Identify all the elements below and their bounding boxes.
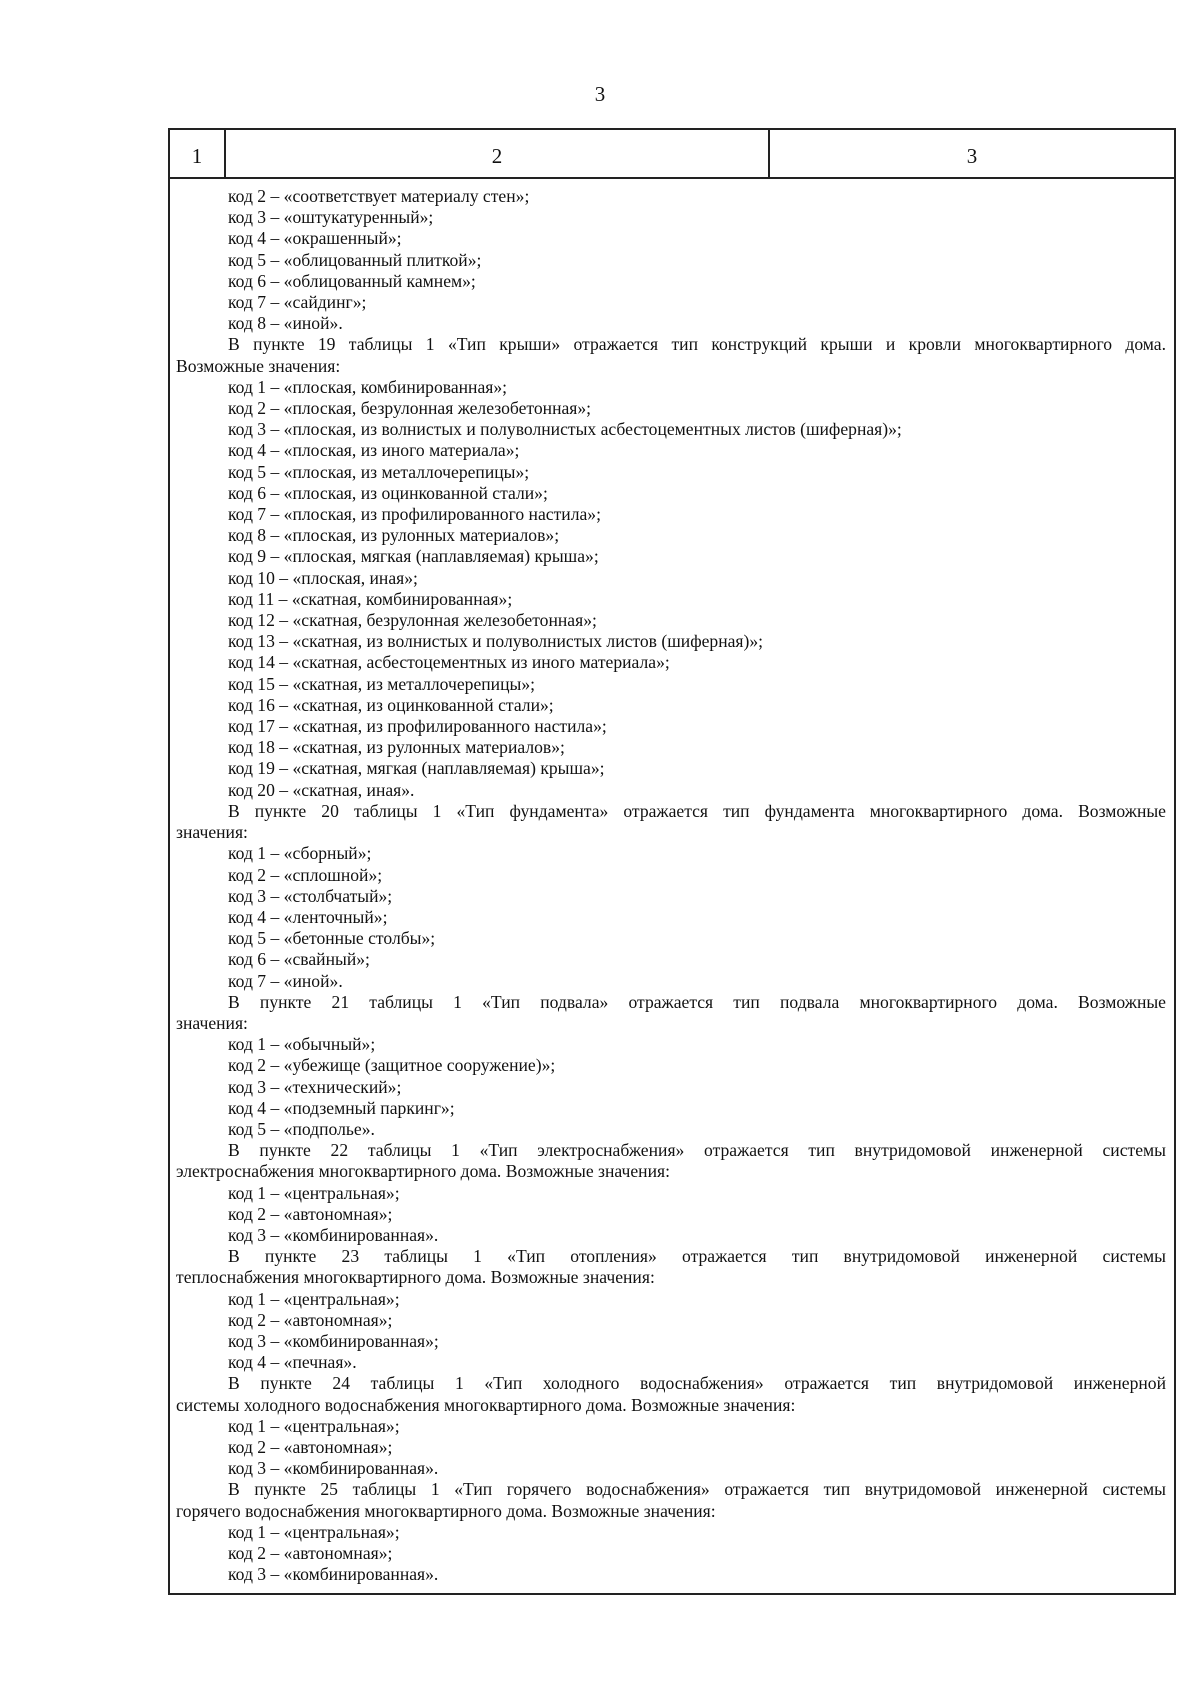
code-list-item: код 10 – «плоская, иная»; [228, 567, 418, 588]
code-list-item: код 2 – «соответствует материалу стен»; [228, 186, 530, 206]
code-list-item: код 5 – «облицованный плиткой»; [228, 249, 482, 270]
table-header-col-3: 3 [966, 144, 978, 168]
paragraph-line: В пункте 19 таблицы 1 «Тип крыши» отражается тип конструкций крыши и кровли многоквартирного дома. [228, 334, 1166, 355]
paragraph-line: В пункте 24 таблицы 1 «Тип холодного водоснабжения» отражается тип внутридомовой инженерной [228, 1373, 1166, 1394]
code-list-item: код 3 – «комбинированная». [228, 1458, 439, 1479]
paragraph-continuation: системы холодного водоснабжения многоквартирного дома. Возможные значения: [176, 1394, 796, 1415]
code-list-item: код 2 – «автономная»; [228, 1203, 393, 1224]
page-number: 3 [594, 82, 606, 106]
code-list-item: код 3 – «технический»; [228, 1076, 402, 1097]
code-list-item: код 4 – «ленточный»; [228, 906, 388, 927]
paragraph-line: В пункте 23 таблицы 1 «Тип отопления» отражается тип внутридомовой инженерной системы [228, 1246, 1166, 1267]
code-list-item: код 13 – «скатная, из волнистых и полуволнистых листов (шиферная)»; [228, 631, 764, 652]
code-list-item: код 2 – «автономная»; [228, 1309, 393, 1330]
paragraph-continuation: Возможные значения: [176, 355, 341, 376]
code-list-item: код 6 – «облицованный камнем»; [228, 270, 476, 291]
code-list-item: код 3 – «плоская, из волнистых и полуволнистых асбестоцементных листов (шиферная)»; [228, 419, 902, 440]
code-list-item: код 4 – «плоская, из иного материала»; [228, 440, 520, 461]
code-list-item: код 3 – «оштукатуренный»; [228, 207, 434, 228]
code-list-item: код 1 – «центральная»; [228, 1288, 400, 1309]
code-list-item: код 4 – «подземный паркинг»; [228, 1097, 455, 1118]
code-list-item: код 1 – «центральная»; [228, 1415, 400, 1436]
table-header-row [170, 130, 1174, 179]
code-list-item: код 1 – «центральная»; [228, 1521, 400, 1542]
code-list-item: код 7 – «плоская, из профилированного настила»; [228, 504, 601, 525]
code-list-item: код 1 – «обычный»; [228, 1034, 376, 1055]
paragraph-continuation: электроснабжения многоквартирного дома. Возможные значения: [176, 1161, 670, 1182]
code-list-item: код 3 – «комбинированная»; [228, 1330, 439, 1351]
table-body-text [176, 186, 1166, 1585]
code-list-item: код 14 – «скатная, асбестоцементных из иного материала»; [228, 652, 670, 673]
paragraph-continuation: теплоснабжения многоквартирного дома. Возможные значения: [176, 1267, 655, 1288]
code-list-item: код 7 – «иной». [228, 970, 343, 991]
code-list-item: код 2 – «автономная»; [228, 1543, 393, 1563]
code-list-item: код 1 – «сборный»; [228, 843, 372, 864]
code-list-item: код 2 – «сплошной»; [228, 864, 383, 885]
paragraph-line: В пункте 25 таблицы 1 «Тип горячего водоснабжения» отражается тип внутридомовой инженерной системы [228, 1479, 1166, 1500]
paragraph-continuation: горячего водоснабжения многоквартирного дома. Возможные значения: [176, 1500, 716, 1521]
code-list-item: код 3 – «комбинированная». [228, 1224, 439, 1245]
table-header-col-2: 2 [226, 130, 770, 177]
code-list-item: код 17 – «скатная, из профилированного настила»; [228, 716, 607, 737]
code-list-item: код 9 – «плоская, мягкая (наплавляемая) крыша»; [228, 546, 599, 567]
code-list-item: код 5 – «подполье». [228, 1118, 375, 1139]
code-list-item: код 4 – «окрашенный»; [228, 228, 402, 249]
code-list-item: код 12 – «скатная, безрулонная железобетонная»; [228, 610, 597, 631]
code-list-item: код 2 – «автономная»; [228, 1436, 393, 1457]
code-list-item: код 15 – «скатная, из металлочерепицы»; [228, 673, 536, 694]
code-list-item: код 6 – «плоская, из оцинкованной стали»; [228, 482, 548, 503]
code-list-item: код 16 – «скатная, из оцинкованной стали»; [228, 694, 554, 715]
table-header-col-1: 1 [170, 130, 226, 177]
code-list-item: код 2 – «убежище (защитное сооружение)»; [228, 1055, 556, 1076]
code-list-item: код 1 – «плоская, комбинированная»; [228, 376, 508, 397]
code-list-item: код 2 – «плоская, безрулонная железобетонная»; [228, 398, 592, 419]
code-list-item: код 11 – «скатная, комбинированная»; [228, 588, 513, 609]
code-list-item: код 18 – «скатная, из рулонных материалов»; [228, 737, 565, 758]
code-list-item: код 7 – «сайдинг»; [228, 292, 367, 313]
code-list-item: код 6 – «свайный»; [228, 949, 370, 970]
paragraph-line: В пункте 22 таблицы 1 «Тип электроснабжения» отражается тип внутридомовой инженерной системы [228, 1140, 1166, 1161]
code-list-item: код 5 – «бетонные столбы»; [228, 928, 436, 949]
code-list-item: код 3 – «комбинированная». [228, 1564, 439, 1585]
code-list-item: код 5 – «плоская, из металлочерепицы»; [228, 461, 530, 482]
table-frame [168, 128, 1176, 1595]
code-list-item: код 20 – «скатная, иная». [228, 779, 415, 800]
code-list-item: код 19 – «скатная, мягкая (наплавляемая) крыша»; [228, 758, 605, 779]
code-list-item: код 1 – «центральная»; [228, 1182, 400, 1203]
code-list-item: код 4 – «печная». [228, 1352, 357, 1373]
paragraph-continuation: значения: [176, 822, 248, 843]
code-list-item: код 3 – «столбчатый»; [228, 885, 393, 906]
code-list-item: код 8 – «иной». [228, 313, 343, 334]
code-list-item: код 8 – «плоская, из рулонных материалов»; [228, 525, 560, 546]
paragraph-continuation: значения: [176, 1012, 248, 1033]
paragraph-line: В пункте 21 таблицы 1 «Тип подвала» отражается тип подвала многоквартирного дома. Возможные [228, 991, 1166, 1012]
paragraph-line: В пункте 20 таблицы 1 «Тип фундамента» отражается тип фундамента многоквартирного дома. Возможные [228, 800, 1166, 821]
